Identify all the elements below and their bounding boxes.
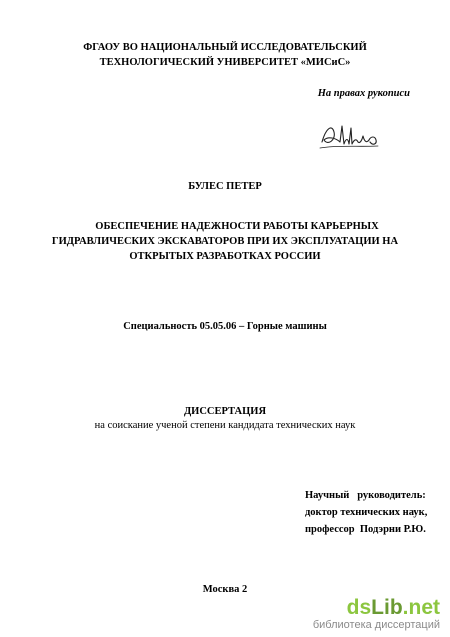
thesis-title-line-2: ГИДРАВЛИЧЕСКИХ ЭКСКАВАТОРОВ ПРИ ИХ ЭКСПЛУАТАЦИИ НА (51, 236, 399, 247)
degree-sought: на соискание ученой степени кандидата технических наук (94, 420, 356, 431)
dslib-watermark (313, 597, 440, 631)
advisor-line-2: доктор технических наук, (305, 507, 428, 518)
dslib-logo: dsLib.net (346, 596, 440, 619)
thesis-title-line-3: ОТКРЫТЫХ РАЗРАБОТКАХ РОССИИ (129, 251, 321, 262)
city-year: Москва 2 (202, 584, 248, 595)
advisor-line-3: профессор Подэрни Р.Ю. (305, 524, 426, 535)
author-signature (318, 118, 390, 154)
dslib-subtitle: библиотека диссертаций (312, 619, 440, 631)
university-line-1: ФГАОУ ВО НАЦИОНАЛЬНЫЙ ИССЛЕДОВАТЕЛЬСКИЙ (83, 42, 367, 53)
university-line-2: ТЕХНОЛОГИЧЕСКИЙ УНИВЕРСИТЕТ «МИСиС» (99, 57, 351, 68)
specialty: Специальность 05.05.06 – Горные машины (123, 321, 327, 332)
thesis-title-line-1: ОБЕСПЕЧЕНИЕ НАДЕЖНОСТИ РАБОТЫ КАРЬЕРНЫХ (95, 221, 379, 232)
manuscript-rights-note: На правах рукописи (317, 88, 410, 99)
author-name: БУЛЕС ПЕТЕР (188, 181, 262, 192)
advisor-line-1: Научный руководитель: (305, 490, 426, 501)
advisor-block (305, 487, 427, 538)
document-type: ДИССЕРТАЦИЯ (183, 406, 267, 417)
